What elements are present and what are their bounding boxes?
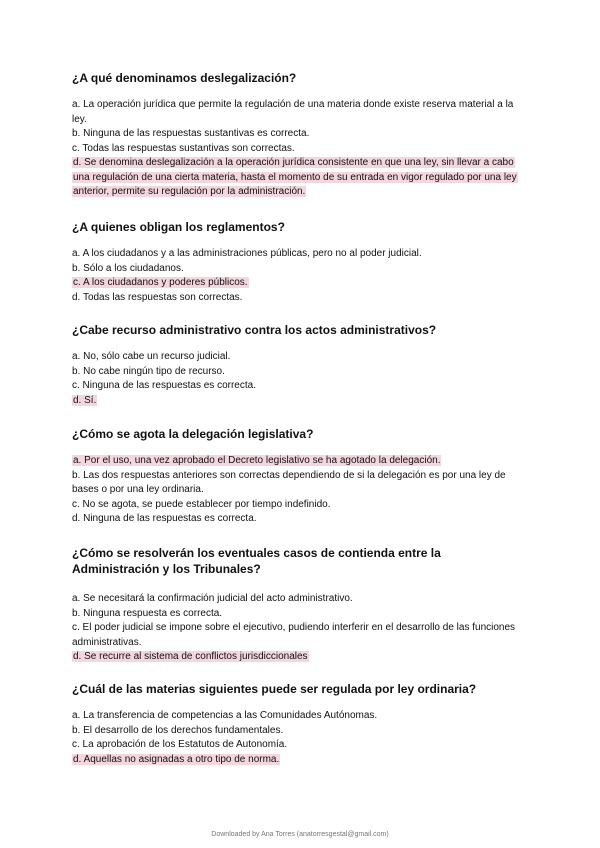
question-title: ¿Cabe recurso administrativo contra los actos administrativos? <box>72 323 437 337</box>
answer-option: b. El desarrollo de los derechos fundamentales. <box>72 724 284 736</box>
correct-answer-highlight: d. Aquellas no asignadas a otro tipo de norma. <box>73 753 280 765</box>
answer-option: c. El poder judicial se impone sobre el ejecutivo, pudiendo interferir en el desarrollo de las funciones administrativas. <box>72 622 516 648</box>
question-block <box>72 322 532 408</box>
answer-option: d. Todas las respuestas son correctas. <box>72 291 243 303</box>
answer-option: a. A los ciudadanos y a las administraciones públicas, pero no al poder judicial. <box>72 248 422 259</box>
answer-option: b. Ninguna de las respuestas sustantivas es correcta. <box>72 128 310 139</box>
question-title: ¿A qué denominamos deslegalización? <box>72 71 297 85</box>
question-title: ¿Cómo se resolverán los eventuales casos de contienda entre la Administración y los Tribunales? <box>72 546 441 576</box>
question-block <box>72 426 532 527</box>
correct-answer-highlight: d. Se denomina deslegalización a la operación jurídica consistente en que una ley, sin llevar a cabo una regulación de una cierta materia, hasta el momento de su entrada en vigor regulado por una ley anterior, permite su regulación por la administración. <box>73 157 517 197</box>
answer-option: b. Las dos respuestas anteriores son correctas dependiendo de si la delegación es por una ley de bases o por una ley ordinaria. <box>72 469 506 495</box>
answer-option: a. La operación jurídica que permite la regulación de una materia donde existe reserva material a la ley. <box>72 99 514 125</box>
question-title: ¿A quienes obligan los reglamentos? <box>72 220 285 234</box>
correct-answer-highlight: d. Sí. <box>73 394 97 406</box>
correct-answer-highlight: a. Por el uso, una vez aprobado el Decreto legislativo se ha agotado la delegación. <box>73 455 441 466</box>
answer-option-correct <box>72 753 522 768</box>
question-title: ¿Cuál de las materias siguientes puede ser regulada por ley ordinaria? <box>72 682 477 696</box>
question-block <box>72 545 472 589</box>
answer-option: c. Ninguna de las respuestas es correcta. <box>72 380 256 391</box>
question-options <box>72 592 532 665</box>
answer-option-correct <box>72 454 522 469</box>
correct-answer-highlight: c. A los ciudadanos y poderes públicos. <box>73 277 248 288</box>
answer-option: a. La transferencia de competencias a las Comunidades Autónomas. <box>72 710 378 721</box>
answer-option: c. No se agota, se puede establecer por tiempo indefinido. <box>72 498 331 510</box>
question-block <box>72 681 532 767</box>
answer-option: b. Ninguna respuesta es correcta. <box>72 607 223 619</box>
answer-option: a. No, sólo cabe un recurso judicial. <box>72 351 231 362</box>
answer-option-correct <box>72 394 522 409</box>
answer-option: c. Todas las respuestas sustantivas son correctas. <box>72 142 295 154</box>
answer-option: a. Se necesitará la confirmación judicial del acto administrativo. <box>72 593 353 604</box>
question-block <box>72 70 532 200</box>
question-title: ¿Cómo se agota la delegación legislativa? <box>72 427 314 441</box>
answer-option: b. No cabe ningún tipo de recurso. <box>72 365 225 377</box>
question-block <box>72 219 532 305</box>
correct-answer-highlight: d. Se recurre al sistema de conflictos jurisdiccionales <box>73 651 308 662</box>
answer-option-correct <box>72 650 522 665</box>
answer-option: d. Ninguna de las respuestas es correcta. <box>72 513 257 524</box>
answer-option-correct <box>72 276 522 291</box>
answer-option: c. La aprobación de los Estatutos de Autonomía. <box>72 739 288 750</box>
answer-option-correct <box>72 156 522 200</box>
answer-option: b. Sólo a los ciudadanos. <box>72 262 184 274</box>
download-footer: Downloaded by Ana Torres (anatorresgestal@gmail.com) <box>211 831 389 838</box>
